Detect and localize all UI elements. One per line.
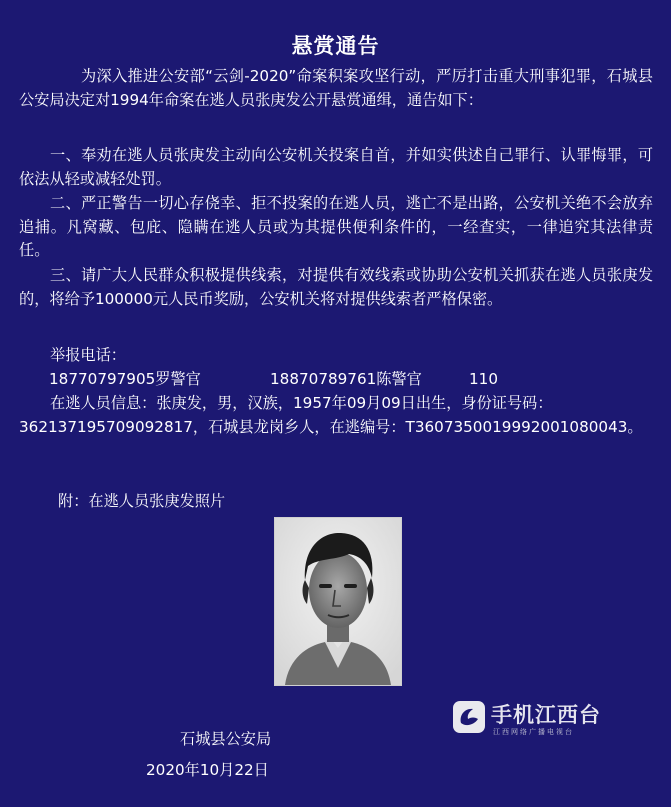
suspect-info bbox=[19, 392, 659, 439]
watermark-logo-icon bbox=[453, 701, 485, 733]
clause-1: 一、奉劝在逃人员张庚发主动向公安机关投案自首，并如实供述自己罪行、认罪悔罪，可依法从轻或减轻处罚。 bbox=[19, 146, 653, 188]
suspect-photo-image bbox=[275, 518, 401, 685]
issue-date: 2020年10月22日 bbox=[146, 761, 269, 779]
notice-title: 悬赏通告 bbox=[291, 34, 380, 58]
hotline-phone-1: 18770797905罗警官 bbox=[49, 370, 201, 388]
watermark bbox=[453, 697, 613, 739]
clause-2: 二、严正警告一切心存侥幸、拒不投案的在逃人员，逃亡不是出路，公安机关绝不会放弃追捕。凡窝藏、包庇、隐瞒在逃人员或为其提供便利条件的，一经查实，一律追究其法律责任。 bbox=[19, 194, 653, 259]
watermark-subtext: 江西网络广播电视台 bbox=[493, 728, 574, 736]
clause-3: 三、请广大人民群众积极提供线索，对提供有效线索或协助公安机关抓获在逃人员张庚发的，将给予100000元人民币奖励，公安机关将对提供线索者严格保密。 bbox=[19, 266, 653, 308]
attachment-caption: 附：在逃人员张庚发照片 bbox=[58, 492, 226, 510]
issuer-signature: 石城县公安局 bbox=[180, 730, 272, 748]
hotline-phone-3: 110 bbox=[469, 370, 498, 388]
hotline-label: 举报电话： bbox=[50, 346, 126, 364]
intro-paragraph: 为深入推进公安部“云剑-2020”命案积案攻坚行动，严厉打击重大刑事犯罪，石城县公安局决定对1994年命案在逃人员张庚发公开悬赏通缉，通告如下： bbox=[19, 67, 653, 109]
hotline-phone-2: 18870789761陈警官 bbox=[270, 370, 422, 388]
suspect-info-text: 在逃人员信息：张庚发，男，汉族，1957年09月09日出生，身份证号码：362137195709092817，石城县龙岗乡人，在逃编号：T3607350019992001080043。 bbox=[19, 394, 643, 436]
watermark-text: 手机江西台 bbox=[491, 703, 601, 727]
suspect-photo bbox=[274, 517, 402, 686]
